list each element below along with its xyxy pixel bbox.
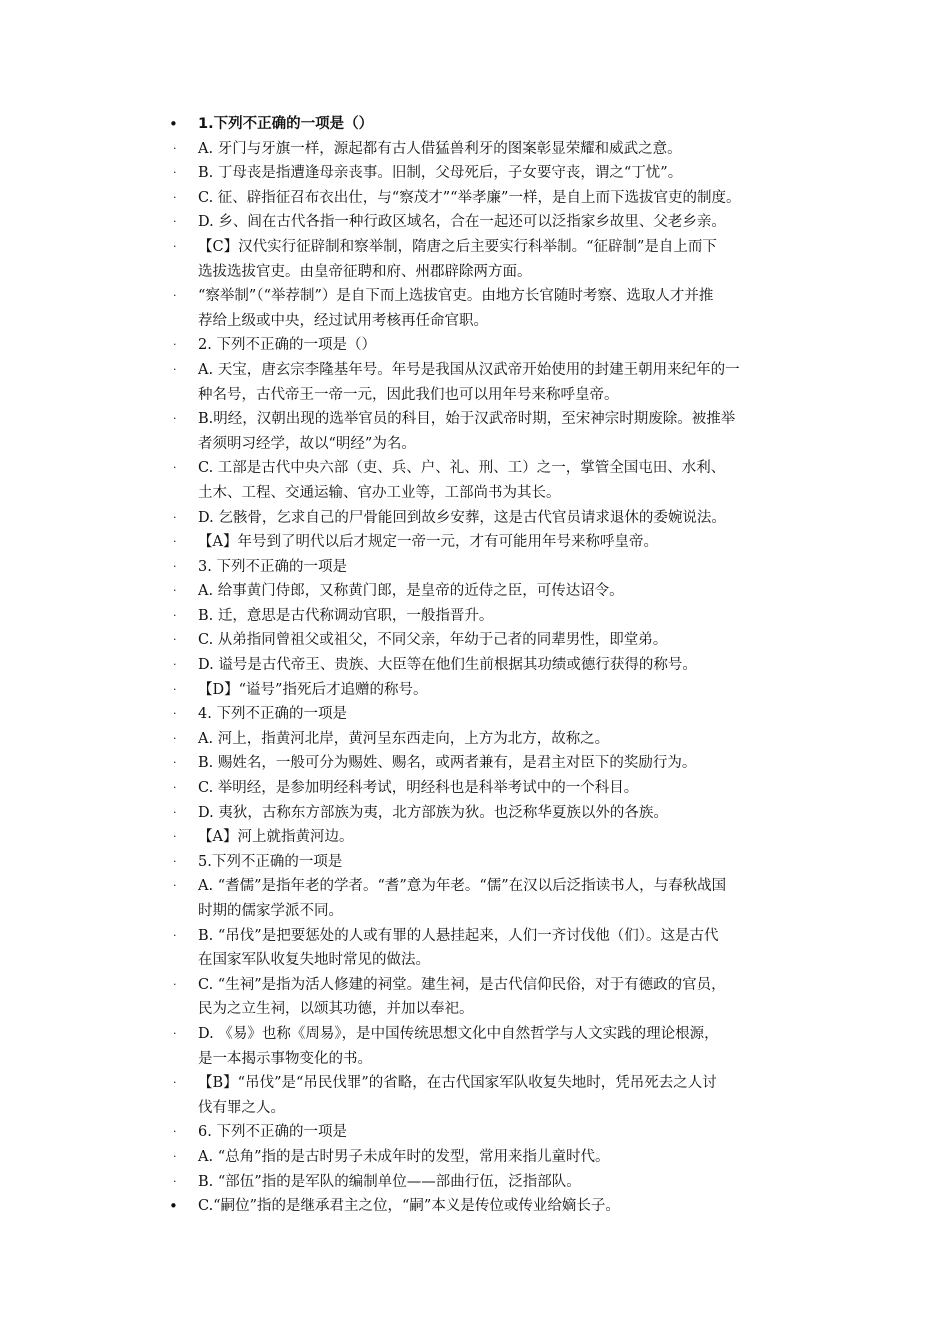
option-line: · A. “耆儒”是指年老的学者。“耆”意为年老。“儒”在汉以后泛指读书人，与春秋战国 (168, 874, 818, 899)
option-line: · D. 乞骸骨，乞求自己的尸骨能回到故乡安葬，这是古代官员请求退休的委婉说法。 (168, 506, 818, 531)
document-body (168, 112, 818, 1219)
option-line: · A. “总角”指的是古时男子未成年时的发型，常用来指儿童时代。 (168, 1145, 818, 1170)
answer-line: · 【C】汉代实行征辟制和察举制，隋唐之后主要实行科举制。“征辟制”是自上而下 (168, 235, 818, 260)
bullet-icon: · (173, 190, 177, 204)
bullet-icon: · (173, 1026, 177, 1040)
bullet-icon: · (173, 584, 177, 598)
option-line: · A. 给事黄门侍郎，又称黄门郎，是皇帝的近侍之臣，可传达诏令。 (168, 579, 818, 604)
bullet-icon: · (173, 166, 177, 180)
bullet-icon: · (173, 731, 177, 745)
option-line: · B. 迁，意思是古代称调动官职，一般指晋升。 (168, 604, 818, 629)
option-line: · C. 征、辟指征召布衣出仕，与“察茂才”“举孝廉”一样，是自上而下选拔官吏的制度。 (168, 186, 818, 211)
question-4-title: · 4. 下列不正确的一项是 (168, 702, 818, 727)
option-line: · D. 夷狄，古称东方部族为夷，北方部族为狄。也泛称华夏族以外的各族。 (168, 801, 818, 826)
option-line: · C. 工部是古代中央六部（吏、兵、户、礼、刑、工）之一，掌管全国屯田、水利、 (168, 456, 818, 481)
bullet-icon: · (173, 1125, 177, 1139)
option-line: · B. “部伍”指的是军队的编制单位——部曲行伍，泛指部队。 (168, 1170, 818, 1195)
bullet-icon: · (173, 977, 177, 991)
continuation-line: 者须明习经学，故以“明经”为名。 (198, 435, 416, 452)
bullet-icon: · (173, 658, 177, 672)
bullet-icon: • (169, 1197, 178, 1216)
bullet-icon: · (173, 633, 177, 647)
option-line: · C. 从弟指同曾祖父或祖父，不同父亲，年幼于己者的同辈男性，即堂弟。 (168, 628, 818, 653)
option-line: • C.“嗣位”指的是继承君主之位，“嗣”本义是传位或传业给嫡长子。 (168, 1194, 818, 1219)
option-line: · A. 河上，指黄河北岸，黄河呈东西走向，上方为北方，故称之。 (168, 727, 818, 752)
continuation-line: 荐给上级或中央，经过试用考核再任命官职。 (198, 312, 488, 329)
answer-line: · 【A】河上就指黄河边。 (168, 825, 818, 850)
option-line: · D. 谥号是古代帝王、贵族、大臣等在他们生前根据其功绩或德行获得的称号。 (168, 653, 818, 678)
answer-line: · 【D】“谥号”指死后才追赠的称号。 (168, 678, 818, 703)
question-1-title: • 1.下列不正确的一项是（） (168, 112, 818, 137)
question-5-title: · 5.下列不正确的一项是 (168, 850, 818, 875)
bullet-icon: · (173, 1149, 177, 1163)
bullet-icon: · (173, 1076, 177, 1090)
bullet-icon: · (173, 781, 177, 795)
bullet-icon: · (173, 879, 177, 893)
option-line: · B. 丁母丧是指遭逢母亲丧事。旧制，父母死后，子女要守丧，谓之“丁忧”。 (168, 161, 818, 186)
bullet-icon: · (173, 362, 177, 376)
bullet-icon: · (173, 338, 177, 352)
continuation-line: 民为之立生祠，以颂其功德，并加以奉祀。 (198, 1001, 474, 1018)
bullet-icon: · (173, 461, 177, 475)
option-line: · C. “生祠”是指为活人修建的祠堂。建生祠，是古代信仰民俗，对于有德政的官员， (168, 973, 818, 998)
option-line: · D. 《易》也称《周易》，是中国传统思想文化中自然哲学与人文实践的理论根源， (168, 1022, 818, 1047)
bullet-icon: · (173, 928, 177, 942)
option-line: · B.明经，汉朝出现的选举官员的科目，始于汉武帝时期，至宋神宗时期废除。被推举 (168, 407, 818, 432)
bullet-icon: · (173, 830, 177, 844)
option-line: · B. “吊伐”是把要惩处的人或有罪的人悬挂起来，人们一齐讨伐他（们）。这是古代 (168, 924, 818, 949)
bullet-icon: · (173, 535, 177, 549)
continuation-line: 在国家军队收复失地时常见的做法。 (198, 952, 430, 969)
bullet-icon: · (173, 682, 177, 696)
continuation-line: 选拔选拔官吏。由皇帝征聘和府、州郡辟除两方面。 (198, 263, 532, 280)
bullet-icon: • (169, 115, 178, 133)
question-6-title: · 6. 下列不正确的一项是 (168, 1120, 818, 1145)
bullet-icon: · (173, 707, 177, 721)
bullet-icon: · (173, 805, 177, 819)
bullet-icon: · (173, 141, 177, 155)
bullet-icon: · (173, 239, 177, 253)
option-line: · A. 天宝，唐玄宗李隆基年号。年号是我国从汉武帝开始使用的封建王朝用来纪年的一 (168, 358, 818, 383)
continuation-line: 伐有罪之人。 (198, 1099, 285, 1116)
question-3-title: · 3. 下列不正确的一项是 (168, 555, 818, 580)
continuation-line: 土木、工程、交通运输、官办工业等，工部尚书为其长。 (198, 484, 561, 501)
option-line: · D. 乡、闾在古代各指一种行政区域名，合在一起还可以泛指家乡故里、父老乡亲。 (168, 210, 818, 235)
bullet-icon: · (173, 510, 177, 524)
answer-line: · 【B】“吊伐”是“吊民伐罪”的省略，在古代国家军队收复失地时，凭吊死去之人讨 (168, 1071, 818, 1096)
bullet-icon: · (173, 854, 177, 868)
bullet-icon: · (173, 289, 177, 303)
option-line: · C. 举明经，是参加明经科考试，明经科也是科举考试中的一个科目。 (168, 776, 818, 801)
bullet-icon: · (173, 608, 177, 622)
bullet-icon: · (173, 1174, 177, 1188)
bullet-icon: · (173, 559, 177, 573)
bullet-icon: · (173, 756, 177, 770)
continuation-line: 种名号，古代帝王一帝一元，因此我们也可以用年号来称呼皇帝。 (198, 386, 619, 403)
answer-line: · “察举制”（“举荐制”）是自下而上选拔官吏。由地方长官随时考察、选取人才并推 (168, 284, 818, 309)
question-2-title: · 2. 下列不正确的一项是（） (168, 333, 818, 358)
bullet-icon: · (173, 215, 177, 229)
bullet-icon: · (173, 412, 177, 426)
continuation-line: 是一本揭示事物变化的书。 (198, 1050, 372, 1067)
continuation-line: 时期的儒家学派不同。 (198, 903, 343, 919)
option-line: · B. 赐姓名，一般可分为赐姓、赐名，或两者兼有，是君主对臣下的奖励行为。 (168, 751, 818, 776)
answer-line: · 【A】年号到了明代以后才规定一帝一元，才有可能用年号来称呼皇帝。 (168, 530, 818, 555)
option-line: · A. 牙门与牙旗一样，源起都有古人借猛兽利牙的图案彰显荣耀和威武之意。 (168, 137, 818, 162)
